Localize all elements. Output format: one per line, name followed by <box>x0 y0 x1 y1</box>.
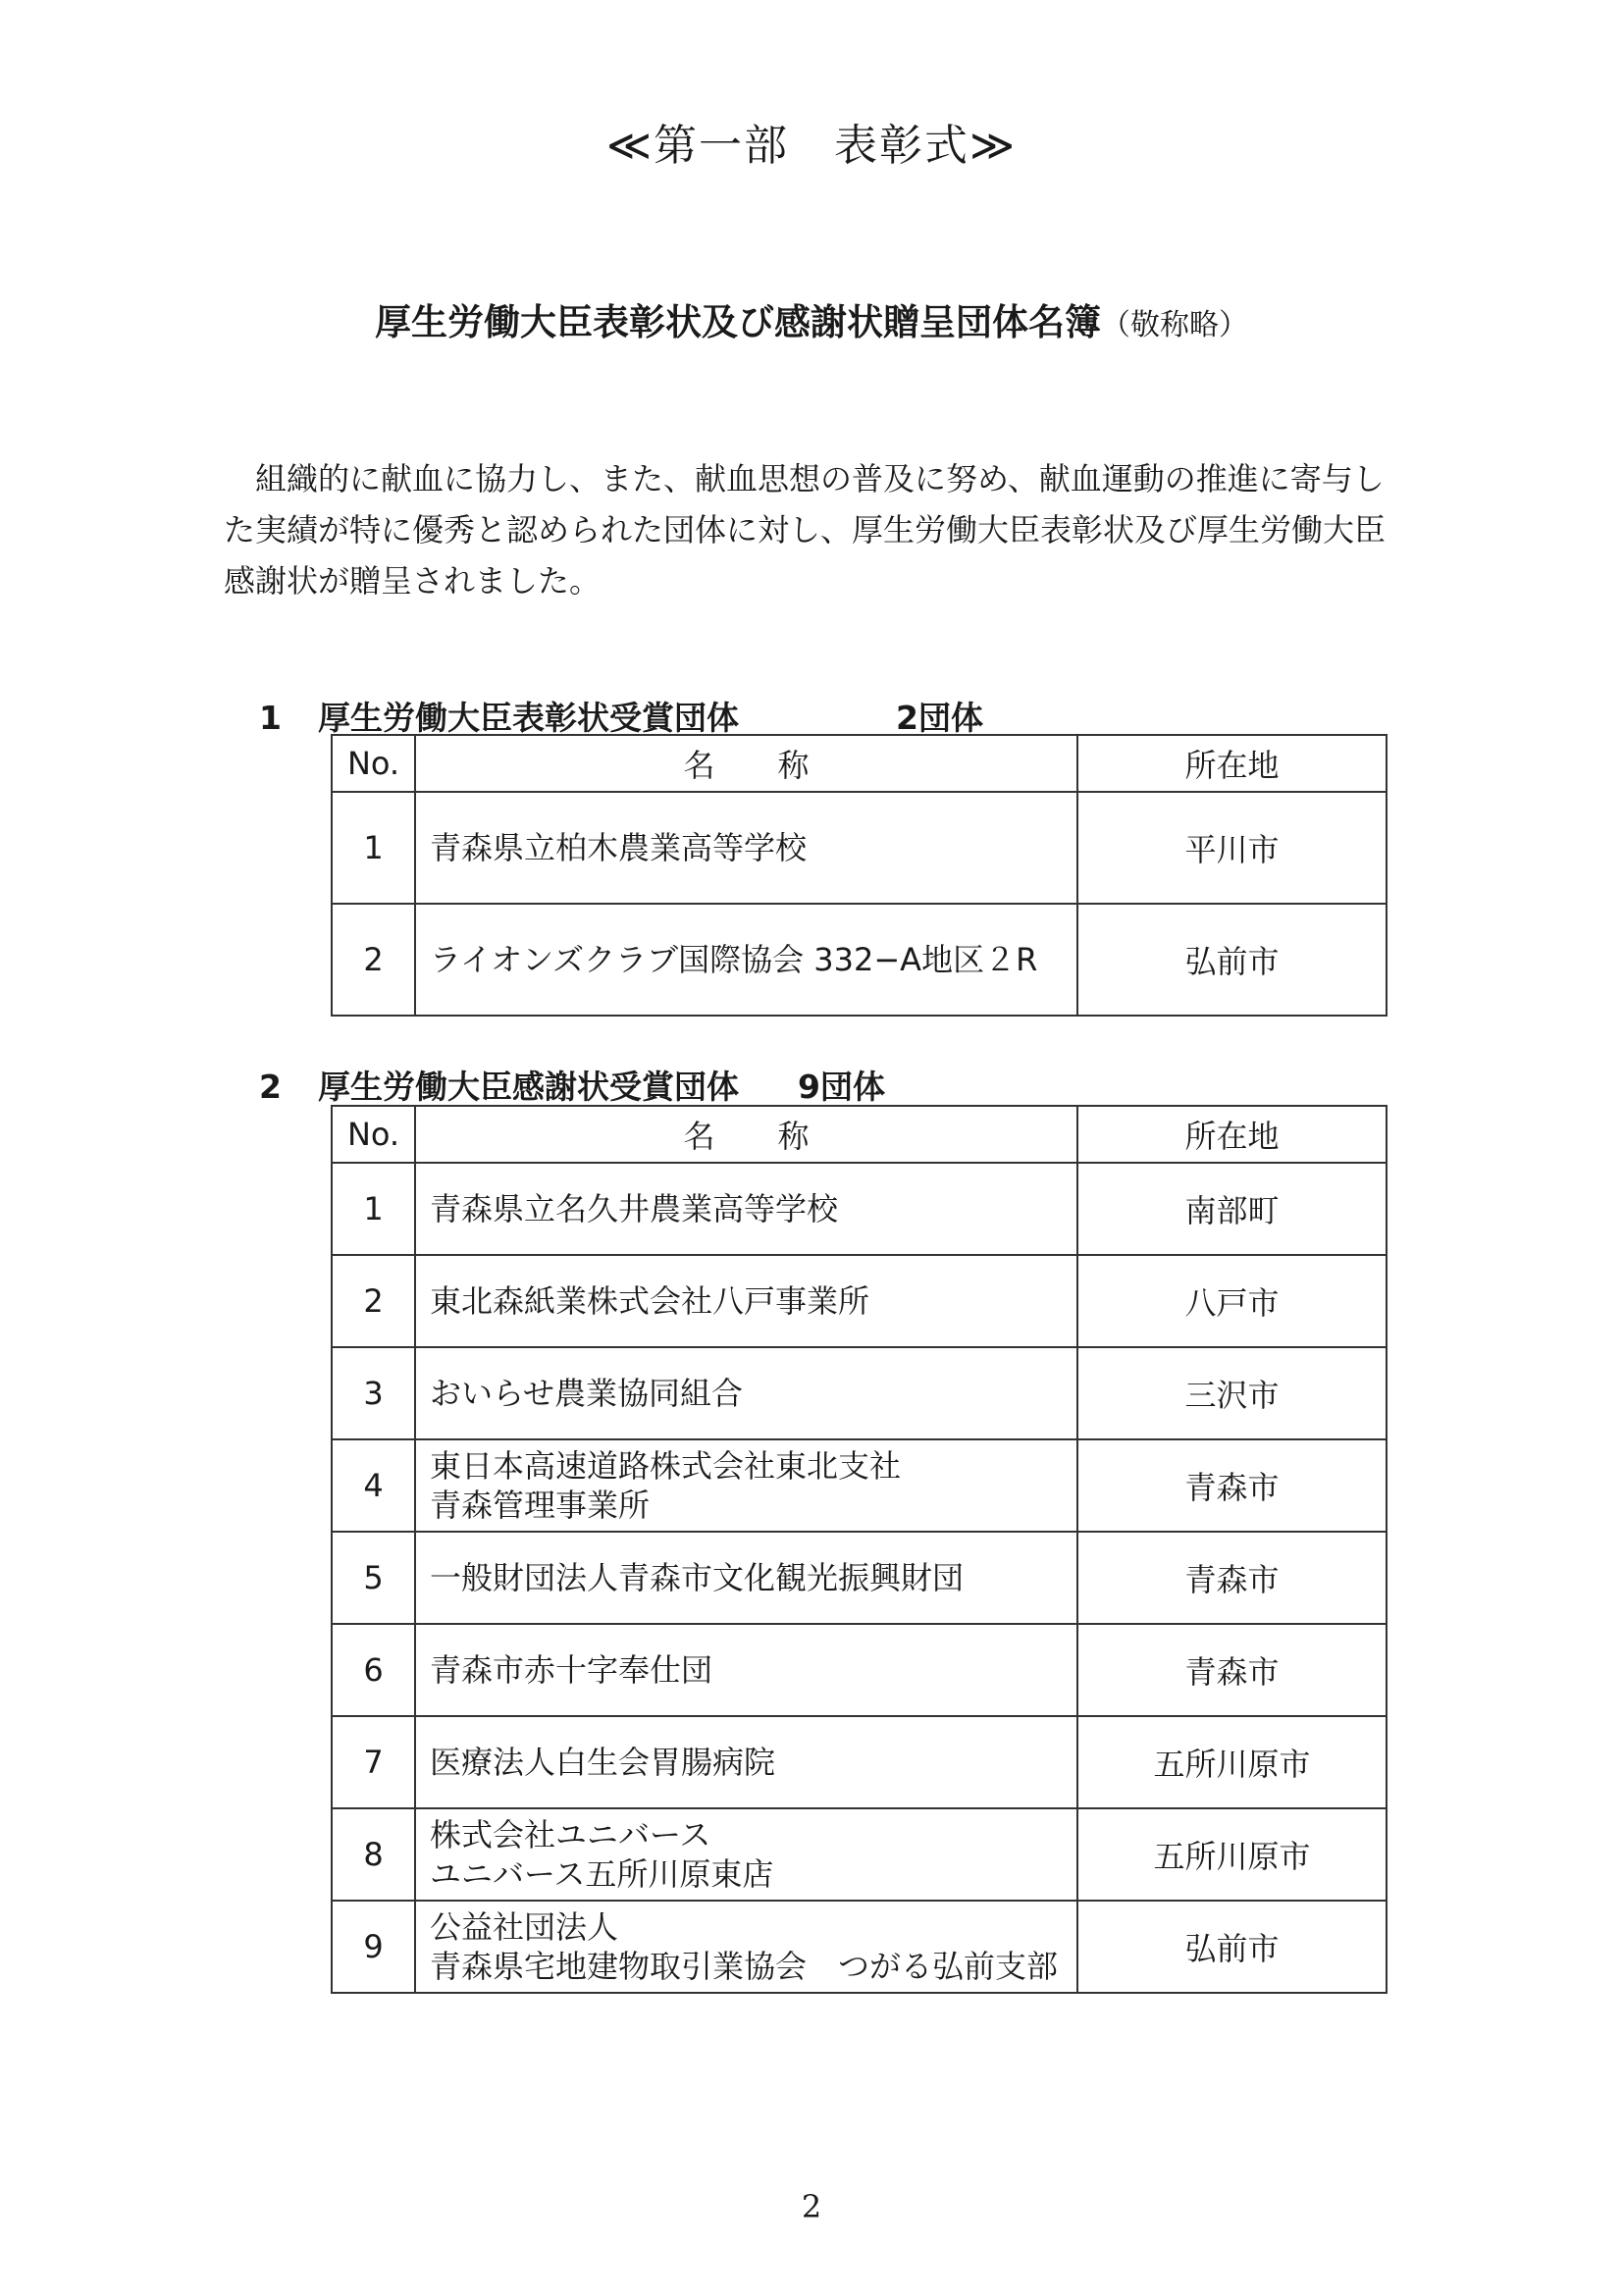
row-number: 1 <box>332 792 415 904</box>
table-row <box>332 1439 1387 1532</box>
organization-name-line: 青森県宅地建物取引業協会 つがる弘前支部 <box>430 1948 1059 1985</box>
organization-name-line: 一般財団法人青森市文化観光振興財団 <box>430 1559 965 1596</box>
table-row <box>332 904 1387 1016</box>
table-row <box>332 1255 1387 1347</box>
row-number: 9 <box>332 1901 415 1993</box>
organization-name-line: 株式会社ユニバース <box>430 1816 711 1853</box>
organization-name-line: 青森管理事業所 <box>430 1487 651 1524</box>
organization-name <box>415 1163 1077 1255</box>
row-number: 5 <box>332 1532 415 1624</box>
organization-location: 八戸市 <box>1077 1255 1387 1347</box>
row-number: 3 <box>332 1347 415 1439</box>
organization-location: 三沢市 <box>1077 1347 1387 1439</box>
table-row <box>332 1347 1387 1439</box>
document-title <box>0 292 1623 345</box>
organization-location: 青森市 <box>1077 1439 1387 1532</box>
table-row <box>332 792 1387 904</box>
row-number: 4 <box>332 1439 415 1532</box>
organization-name <box>415 1255 1077 1347</box>
column-header-name: 名 称 <box>415 735 1077 792</box>
row-number: 7 <box>332 1716 415 1808</box>
page-number: 2 <box>801 2188 822 2225</box>
organization-name-line: ユニバース五所川原東店 <box>430 1855 774 1893</box>
table-row <box>332 1901 1387 1993</box>
row-number: 1 <box>332 1163 415 1255</box>
organization-name <box>415 792 1077 904</box>
organization-location: 五所川原市 <box>1077 1716 1387 1808</box>
document-title-main: 厚生労働大臣表彰状及び感謝状贈呈団体名簿 <box>375 301 1101 343</box>
organization-location: 平川市 <box>1077 792 1387 904</box>
section-2-heading <box>259 1062 885 1108</box>
organization-name <box>415 1808 1077 1901</box>
organization-name-line: 青森市赤十字奉仕団 <box>430 1651 713 1689</box>
organization-name-line: 東日本高速道路株式会社東北支社 <box>430 1447 902 1485</box>
organization-location: 青森市 <box>1077 1532 1387 1624</box>
section-2-table <box>331 1105 1387 1994</box>
section-1-title: 厚生労働大臣表彰状受賞団体 <box>318 699 739 737</box>
table-row <box>332 1716 1387 1808</box>
organization-location: 青森市 <box>1077 1624 1387 1716</box>
organization-name-line: 医療法人白生会胃腸病院 <box>430 1744 776 1781</box>
table-row <box>332 1532 1387 1624</box>
organization-name <box>415 1901 1077 1993</box>
intro-text: 組織的に献血に協力し、また、献血思想の普及に努め、献血運動の推進に寄与した実績が特に優秀と認められた団体に対し、厚生労働大臣表彰状及び厚生労働大臣感謝状が贈呈されました。 <box>224 460 1387 600</box>
section-1-number: 1 <box>259 699 282 737</box>
organization-name <box>415 1347 1077 1439</box>
column-header-location: 所在地 <box>1077 1106 1387 1163</box>
section-2-count: 9団体 <box>798 1068 885 1106</box>
column-header-location: 所在地 <box>1077 735 1387 792</box>
organization-name <box>415 1624 1077 1716</box>
organization-location: 弘前市 <box>1077 1901 1387 1993</box>
section-2-title: 厚生労働大臣感謝状受賞団体 <box>318 1068 739 1106</box>
table-row <box>332 1624 1387 1716</box>
row-number: 6 <box>332 1624 415 1716</box>
organization-name <box>415 1716 1077 1808</box>
column-header-name: 名 称 <box>415 1106 1077 1163</box>
table-header-row <box>332 735 1387 792</box>
section-1-table <box>331 734 1387 1017</box>
organization-name <box>415 1439 1077 1532</box>
organization-location: 弘前市 <box>1077 904 1387 1016</box>
organization-name <box>415 1532 1077 1624</box>
organization-name-line: 青森県立柏木農業高等学校 <box>430 829 808 866</box>
column-header-no: No. <box>332 735 415 792</box>
column-header-no: No. <box>332 1106 415 1163</box>
organization-name-line: ライオンズクラブ国際協会 332−A地区２R <box>430 941 1038 978</box>
table-header-row <box>332 1106 1387 1163</box>
document-title-note: （敬称略） <box>1101 308 1248 342</box>
table-row <box>332 1808 1387 1901</box>
row-number: 2 <box>332 1255 415 1347</box>
row-number: 8 <box>332 1808 415 1901</box>
section-1-count: 2団体 <box>896 699 983 737</box>
section-2-number: 2 <box>259 1068 282 1106</box>
organization-name-line: おいらせ農業協同組合 <box>430 1375 744 1412</box>
organization-name-line: 東北森紙業株式会社八戸事業所 <box>430 1282 870 1320</box>
section-1-heading <box>259 693 983 739</box>
organization-name-line: 青森県立名久井農業高等学校 <box>430 1190 839 1227</box>
table-row <box>332 1163 1387 1255</box>
page-heading: ≪第一部 表彰式≫ <box>605 121 1018 171</box>
organization-name-line: 公益社団法人 <box>430 1908 619 1946</box>
organization-name <box>415 904 1077 1016</box>
intro-paragraph <box>224 453 1411 606</box>
organization-location: 五所川原市 <box>1077 1808 1387 1901</box>
organization-location: 南部町 <box>1077 1163 1387 1255</box>
row-number: 2 <box>332 904 415 1016</box>
